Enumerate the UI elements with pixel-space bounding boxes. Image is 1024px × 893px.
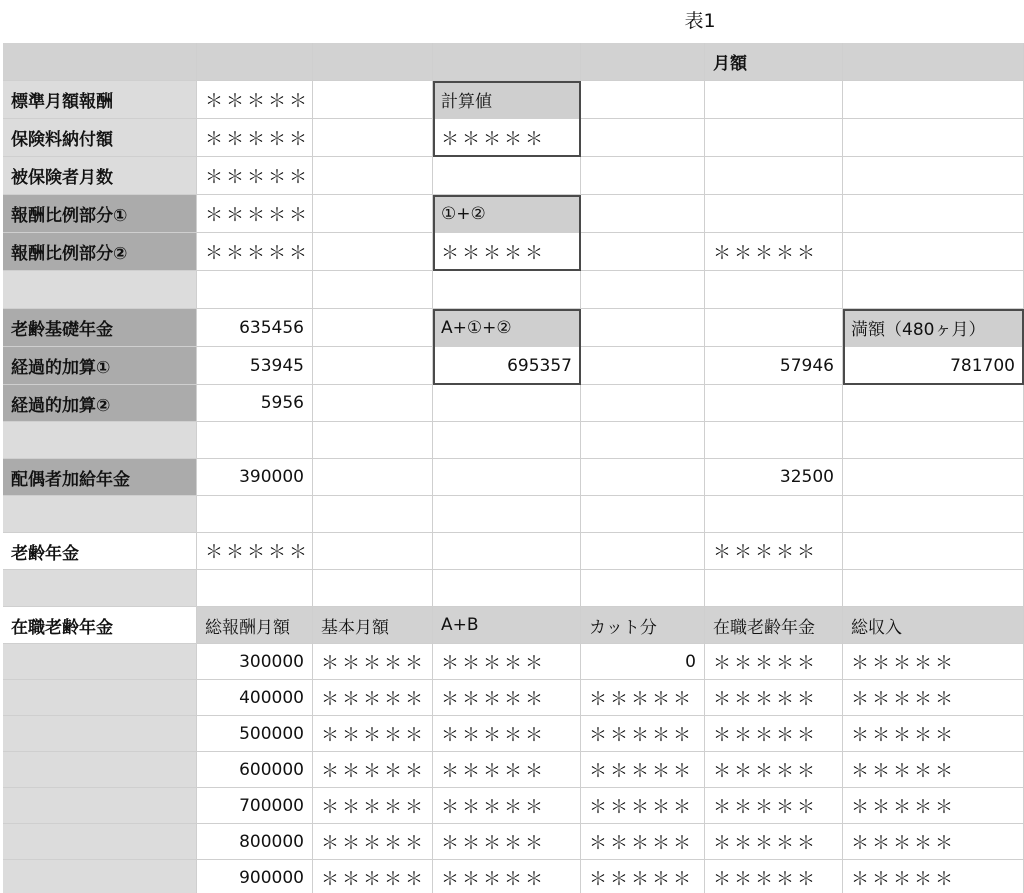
masked-value[interactable]: ＊＊＊＊＊ — [313, 788, 433, 824]
label-transitional1[interactable]: 経過的加算① — [3, 347, 197, 385]
header-cell[interactable] — [197, 43, 313, 81]
cell[interactable] — [705, 195, 843, 233]
header-cell[interactable] — [843, 43, 1024, 81]
masked-value[interactable]: ＊＊＊＊＊ — [313, 716, 433, 752]
label-insured-months[interactable]: 被保険者月数 — [3, 157, 197, 195]
masked-value[interactable]: ＊＊＊＊＊ — [705, 788, 843, 824]
cell[interactable] — [433, 271, 581, 309]
calc-box-head[interactable]: 計算値 — [433, 81, 581, 119]
cell[interactable] — [581, 533, 705, 570]
cell[interactable] — [433, 496, 581, 533]
row-label[interactable] — [3, 824, 197, 860]
cell[interactable] — [843, 496, 1024, 533]
row-label[interactable] — [3, 680, 197, 716]
cell[interactable] — [705, 422, 843, 459]
table-total[interactable]: 400000 — [197, 680, 313, 716]
cell[interactable] — [433, 157, 581, 195]
cell[interactable] — [313, 570, 433, 607]
cell[interactable] — [197, 271, 313, 309]
monthly-abc-value[interactable]: 57946 — [705, 347, 843, 385]
row-label[interactable] — [3, 860, 197, 893]
transitional2-value[interactable]: 5956 — [197, 385, 313, 422]
cell[interactable] — [705, 271, 843, 309]
sheet-title: 表1 — [684, 10, 716, 32]
masked-value[interactable]: ＊＊＊＊＊ — [705, 860, 843, 893]
sum-box-value[interactable]: ＊＊＊＊＊ — [433, 233, 581, 271]
cell[interactable] — [843, 157, 1024, 195]
spouse-value[interactable]: 390000 — [197, 459, 313, 496]
cell[interactable] — [705, 81, 843, 119]
masked-value[interactable]: ＊＊＊＊＊ — [705, 824, 843, 860]
masked-value[interactable]: ＊＊＊＊＊ — [313, 860, 433, 893]
cell[interactable] — [705, 119, 843, 157]
masked-value[interactable]: ＊＊＊＊＊ — [843, 788, 1024, 824]
header-cell[interactable] — [581, 43, 705, 81]
cell[interactable] — [581, 496, 705, 533]
masked-value[interactable]: ＊＊＊＊＊ — [581, 788, 705, 824]
cell[interactable] — [197, 422, 313, 459]
cell[interactable] — [705, 496, 843, 533]
cell[interactable] — [705, 570, 843, 607]
cell[interactable] — [581, 385, 705, 422]
masked-value[interactable]: ＊＊＊＊＊ — [581, 680, 705, 716]
cell[interactable] — [313, 496, 433, 533]
masked-value[interactable]: ＊＊＊＊＊ — [843, 824, 1024, 860]
cell[interactable] — [197, 496, 313, 533]
full-box-value[interactable]: 781700 — [843, 347, 1024, 385]
masked-value[interactable]: ＊＊＊＊＊ — [581, 824, 705, 860]
masked-value[interactable]: ＊＊＊＊＊ — [197, 119, 313, 157]
label-old-age[interactable]: 老齢年金 — [3, 533, 197, 570]
cell[interactable] — [313, 233, 433, 271]
cell[interactable] — [313, 347, 433, 385]
abc-box-head[interactable]: A+①+② — [433, 309, 581, 347]
cell[interactable] — [843, 422, 1024, 459]
cell[interactable] — [313, 533, 433, 570]
cell-grid[interactable] — [3, 43, 1024, 893]
header-monthly[interactable]: 月額 — [705, 43, 843, 81]
label-standard-monthly[interactable]: 標準月額報酬 — [3, 81, 197, 119]
cell[interactable] — [433, 422, 581, 459]
masked-value[interactable]: ＊＊＊＊＊ — [197, 233, 313, 271]
table-total[interactable]: 500000 — [197, 716, 313, 752]
table-total[interactable]: 300000 — [197, 644, 313, 680]
masked-value[interactable]: ＊＊＊＊＊ — [433, 860, 581, 893]
table-total[interactable]: 900000 — [197, 860, 313, 893]
cell[interactable] — [433, 533, 581, 570]
masked-value[interactable]: ＊＊＊＊＊ — [433, 644, 581, 680]
masked-value[interactable]: ＊＊＊＊＊ — [705, 644, 843, 680]
cell[interactable] — [843, 81, 1024, 119]
masked-value[interactable]: ＊＊＊＊＊ — [313, 644, 433, 680]
cell[interactable] — [843, 119, 1024, 157]
masked-value[interactable]: ＊＊＊＊＊ — [705, 233, 843, 271]
label-spouse[interactable]: 配偶者加給年金 — [3, 459, 197, 496]
masked-value[interactable]: ＊＊＊＊＊ — [843, 680, 1024, 716]
label-empty[interactable] — [3, 422, 197, 459]
label-transitional2[interactable]: 経過的加算② — [3, 385, 197, 422]
cell[interactable] — [581, 233, 705, 271]
table-header[interactable]: 在職老齢年金 — [705, 607, 843, 644]
row-label[interactable] — [3, 752, 197, 788]
masked-value[interactable]: ＊＊＊＊＊ — [313, 752, 433, 788]
table-total[interactable]: 800000 — [197, 824, 313, 860]
masked-value[interactable]: ＊＊＊＊＊ — [705, 533, 843, 570]
cell[interactable] — [433, 459, 581, 496]
cell[interactable] — [313, 81, 433, 119]
spreadsheet[interactable] — [3, 43, 1024, 893]
spouse-monthly-value[interactable]: 32500 — [705, 459, 843, 496]
full-box-head[interactable]: 満額（480ヶ月） — [843, 309, 1024, 347]
label-empty[interactable] — [3, 570, 197, 607]
cell[interactable] — [433, 385, 581, 422]
masked-value[interactable]: ＊＊＊＊＊ — [433, 788, 581, 824]
calc-box-value[interactable]: ＊＊＊＊＊ — [433, 119, 581, 157]
label-ratio1[interactable]: 報酬比例部分① — [3, 195, 197, 233]
transitional1-value[interactable]: 53945 — [197, 347, 313, 385]
cell[interactable] — [581, 119, 705, 157]
cell[interactable] — [581, 195, 705, 233]
masked-value[interactable]: ＊＊＊＊＊ — [433, 680, 581, 716]
label-empty[interactable] — [3, 271, 197, 309]
row-label[interactable] — [3, 716, 197, 752]
masked-value[interactable]: ＊＊＊＊＊ — [197, 195, 313, 233]
masked-value[interactable]: ＊＊＊＊＊ — [843, 644, 1024, 680]
cell[interactable] — [843, 233, 1024, 271]
cell[interactable] — [433, 570, 581, 607]
label-empty[interactable] — [3, 496, 197, 533]
cell[interactable] — [581, 81, 705, 119]
basic-pension-value[interactable]: 635456 — [197, 309, 313, 347]
cell[interactable] — [843, 533, 1024, 570]
sum-box-head[interactable]: ①+② — [433, 195, 581, 233]
masked-value[interactable]: ＊＊＊＊＊ — [705, 752, 843, 788]
masked-value[interactable]: ＊＊＊＊＊ — [843, 860, 1024, 893]
masked-value[interactable]: ＊＊＊＊＊ — [581, 860, 705, 893]
cell[interactable] — [581, 347, 705, 385]
masked-value[interactable]: ＊＊＊＊＊ — [581, 752, 705, 788]
cell[interactable] — [313, 271, 433, 309]
cell[interactable] — [313, 385, 433, 422]
row-label[interactable] — [3, 788, 197, 824]
label-basic-pension[interactable]: 老齢基礎年金 — [3, 309, 197, 347]
masked-value[interactable]: ＊＊＊＊＊ — [843, 752, 1024, 788]
masked-value[interactable]: ＊＊＊＊＊ — [433, 824, 581, 860]
cell[interactable] — [581, 309, 705, 347]
cell[interactable] — [313, 309, 433, 347]
table-header[interactable]: カット分 — [581, 607, 705, 644]
masked-value[interactable]: ＊＊＊＊＊ — [197, 533, 313, 570]
cell[interactable] — [313, 459, 433, 496]
masked-value[interactable]: ＊＊＊＊＊ — [705, 680, 843, 716]
masked-value[interactable]: ＊＊＊＊＊ — [705, 716, 843, 752]
cell[interactable] — [843, 195, 1024, 233]
cell[interactable] — [313, 195, 433, 233]
cell[interactable] — [705, 309, 843, 347]
masked-value[interactable]: ＊＊＊＊＊ — [313, 824, 433, 860]
cell[interactable] — [581, 157, 705, 195]
cell[interactable] — [313, 119, 433, 157]
cell[interactable] — [581, 422, 705, 459]
table-header[interactable]: 基本月額 — [313, 607, 433, 644]
masked-value[interactable]: ＊＊＊＊＊ — [313, 680, 433, 716]
cell[interactable] — [313, 422, 433, 459]
label-working[interactable]: 在職老齢年金 — [3, 607, 197, 644]
cell[interactable] — [843, 570, 1024, 607]
abc-box-value[interactable]: 695357 — [433, 347, 581, 385]
masked-value[interactable]: ＊＊＊＊＊ — [433, 752, 581, 788]
cell[interactable] — [313, 157, 433, 195]
cell[interactable] — [843, 459, 1024, 496]
cell[interactable] — [843, 271, 1024, 309]
cell[interactable] — [581, 271, 705, 309]
row-label[interactable] — [3, 644, 197, 680]
cell[interactable] — [581, 459, 705, 496]
masked-value[interactable]: ＊＊＊＊＊ — [433, 716, 581, 752]
label-ratio2[interactable]: 報酬比例部分② — [3, 233, 197, 271]
table-header[interactable]: 総収入 — [843, 607, 1024, 644]
cell[interactable] — [197, 570, 313, 607]
label-premium[interactable]: 保険料納付額 — [3, 119, 197, 157]
header-cell[interactable] — [433, 43, 581, 81]
header-cell[interactable] — [313, 43, 433, 81]
header-cell[interactable] — [3, 43, 197, 81]
cell[interactable] — [705, 157, 843, 195]
cell[interactable] — [705, 385, 843, 422]
masked-value[interactable]: ＊＊＊＊＊ — [197, 81, 313, 119]
table-total[interactable]: 600000 — [197, 752, 313, 788]
table-cut[interactable]: 0 — [581, 644, 705, 680]
table-header[interactable]: 総報酬月額 — [197, 607, 313, 644]
masked-value[interactable]: ＊＊＊＊＊ — [581, 716, 705, 752]
table-total[interactable]: 700000 — [197, 788, 313, 824]
masked-value[interactable]: ＊＊＊＊＊ — [197, 157, 313, 195]
masked-value[interactable]: ＊＊＊＊＊ — [843, 716, 1024, 752]
cell[interactable] — [843, 385, 1024, 422]
table-header[interactable]: A+B — [433, 607, 581, 644]
cell[interactable] — [581, 570, 705, 607]
